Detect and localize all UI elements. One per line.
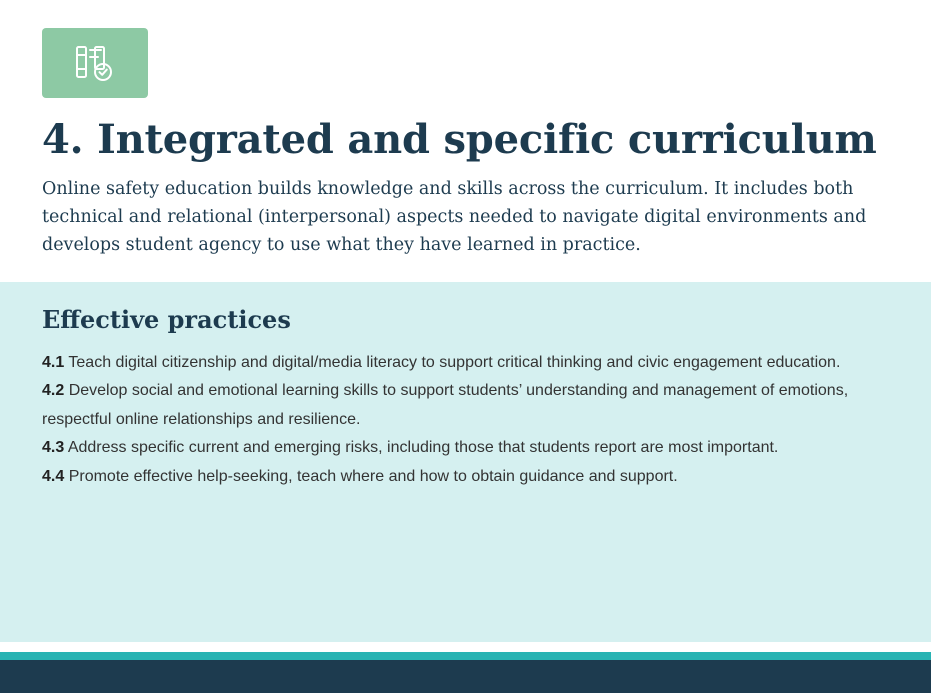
list-item: [42, 349, 889, 377]
practice-number: 4.2: [42, 382, 65, 400]
effective-practices-heading: Effective practices: [42, 304, 291, 334]
list-item: [42, 463, 889, 491]
page-title: 4. Integrated and specific curriculum: [42, 116, 877, 163]
practice-number: 4.1: [42, 353, 65, 371]
practice-number: 4.4: [42, 467, 65, 485]
practice-text: Promote effective help-seeking, teach where and how to obtain guidance and support.: [68, 467, 678, 485]
effective-practices-panel: [0, 282, 931, 642]
practice-text: Teach digital citizenship and digital/media literacy to support critical thinking and civic engagement education.: [68, 353, 841, 371]
practice-list: [42, 349, 889, 491]
footer-accent-bar: [0, 652, 931, 660]
practice-number: 4.3: [42, 439, 65, 457]
practice-text: Develop social and emotional learning skills to support students’ understanding and management of emotions, respectful online relationships and resilience.: [42, 382, 849, 428]
books-checkmark-icon: [42, 28, 148, 98]
section-header: [0, 0, 931, 260]
list-item: [42, 377, 889, 434]
practice-text: Address specific current and emerging risks, including those that students report are most important.: [67, 439, 779, 457]
section-intro-text: Online safety education builds knowledge and skills across the curriculum. It includes both technical and relational (interpersonal) aspects needed to navigate digital environments and develops student agency to use what they have learned in practice.: [42, 178, 867, 256]
footer-bar: [0, 660, 931, 693]
list-item: [42, 434, 889, 462]
